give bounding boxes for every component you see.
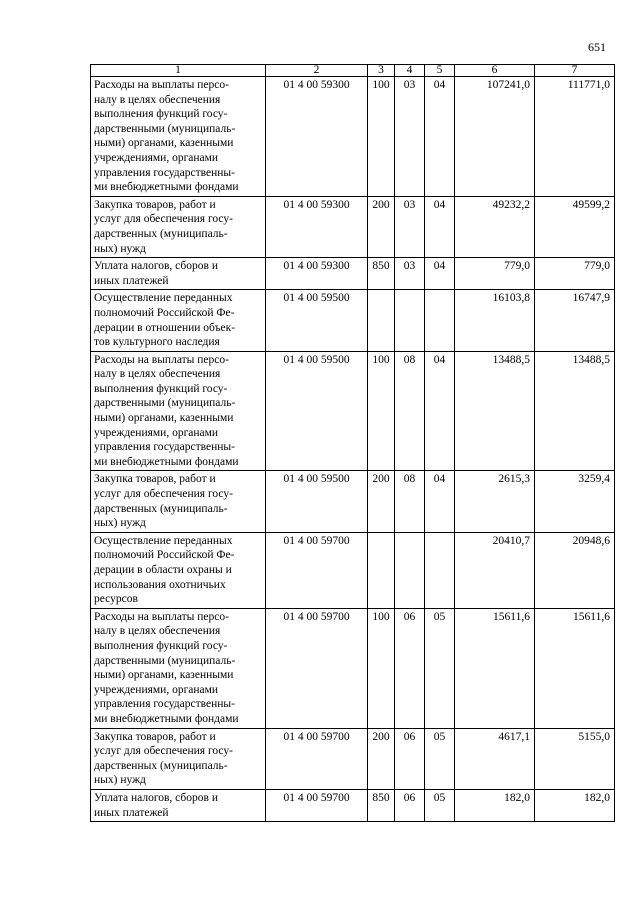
expense-name-line: ми внебюджетными фондами: [94, 455, 239, 468]
expense-name-line: использования охотничьих: [94, 578, 226, 591]
expense-name-line: выполнения функций госу-: [94, 108, 228, 121]
table-row: [91, 789, 615, 821]
program-code-cell: 01 4 00 59500: [266, 471, 368, 532]
amount-year2-cell: 13488,5: [535, 351, 615, 471]
program-code-cell: 01 4 00 59700: [266, 532, 368, 608]
expense-type-cell: 200: [368, 728, 395, 789]
expense-name-line: ными) органами, казенными: [94, 137, 234, 150]
amount-year2-cell: 3259,4: [535, 471, 615, 532]
expense-name-line: дарственными (муниципаль-: [94, 654, 236, 667]
expense-type-cell: [368, 532, 395, 608]
expense-name-line: налу в целях обеспечения: [94, 625, 221, 638]
expense-name-cell: [91, 290, 266, 351]
table-row: [91, 471, 615, 532]
expense-type-cell: [368, 290, 395, 351]
program-code-cell: 01 4 00 59300: [266, 196, 368, 257]
expense-name-cell: [91, 728, 266, 789]
expense-name-line: выполнения функций госу-: [94, 382, 228, 395]
amount-year2-cell: 49599,2: [535, 196, 615, 257]
expense-name-cell: [91, 351, 266, 471]
expense-name-line: управления государственны-: [94, 441, 235, 454]
subsection-cell: 04: [425, 196, 455, 257]
amount-year2-cell: 182,0: [535, 789, 615, 821]
expense-name-line: ными) органами, казенными: [94, 669, 234, 682]
expense-name-cell: [91, 196, 266, 257]
amount-year1-cell: 49232,2: [455, 196, 535, 257]
expense-name-line: ми внебюджетными фондами: [94, 181, 239, 194]
subsection-cell: 04: [425, 471, 455, 532]
expense-name-line: дерации в области охраны и: [94, 564, 232, 576]
expense-name-line: учреждениями, органами: [94, 426, 219, 439]
expense-name-line: услуг для обеспечения госу-: [94, 745, 233, 758]
expense-name-line: Закупка товаров, работ и: [94, 198, 216, 211]
amount-year2-cell: 16747,9: [535, 290, 615, 351]
expense-name-line: Уплата налогов, сборов и: [94, 791, 218, 804]
amount-year1-cell: 107241,0: [455, 77, 535, 197]
subsection-cell: 05: [425, 608, 455, 728]
subsection-cell: 04: [425, 351, 455, 471]
expense-name-line: тов культурного наследия: [94, 336, 220, 349]
expense-name-line: ми внебюджетными фондами: [94, 712, 239, 725]
program-code-cell: 01 4 00 59700: [266, 728, 368, 789]
amount-year1-cell: 13488,5: [455, 351, 535, 471]
expense-name-line: дарственных (муниципаль-: [94, 759, 228, 772]
table-row: [91, 77, 615, 197]
expense-name-line: иных платежей: [94, 806, 169, 819]
amount-year1-cell: 15611,6: [455, 608, 535, 728]
expense-name-line: дарственными (муниципаль-: [94, 122, 236, 135]
table-row: [91, 258, 615, 290]
section-cell: 08: [395, 351, 425, 471]
expense-name-line: ных) нужд: [94, 774, 146, 787]
amount-year1-cell: 4617,1: [455, 728, 535, 789]
amount-year2-cell: 779,0: [535, 258, 615, 290]
program-code-cell: 01 4 00 59500: [266, 351, 368, 471]
program-code-cell: 01 4 00 59300: [266, 77, 368, 197]
expense-name-line: налу в целях обеспечения: [94, 93, 221, 106]
section-cell: 03: [395, 258, 425, 290]
table-row: [91, 728, 615, 789]
expense-name-line: ными) органами, казенными: [94, 412, 234, 425]
expense-name-cell: [91, 789, 266, 821]
expense-type-cell: 100: [368, 351, 395, 471]
table-row: [91, 532, 615, 608]
header-cell: 5: [425, 65, 455, 77]
section-cell: 08: [395, 471, 425, 532]
expense-name-line: Расходы на выплаты персо-: [94, 610, 229, 623]
expense-name-line: Расходы на выплаты персо-: [94, 353, 229, 366]
expense-name-line: управления государственны-: [94, 166, 235, 179]
subsection-cell: 05: [425, 789, 455, 821]
expense-name-line: Осуществление переданных: [94, 534, 233, 547]
expense-type-cell: 200: [368, 471, 395, 532]
expense-type-cell: 850: [368, 258, 395, 290]
expense-name-line: услуг для обеспечения госу-: [94, 488, 233, 501]
expense-name-line: Закупка товаров, работ и: [94, 473, 216, 486]
expense-name-line: учреждениями, органами: [94, 683, 219, 696]
expense-name-cell: [91, 77, 266, 197]
header-row: [91, 65, 615, 77]
section-cell: 06: [395, 789, 425, 821]
subsection-cell: 04: [425, 77, 455, 197]
amount-year2-cell: 20948,6: [535, 532, 615, 608]
expense-name-line: дарственных (муниципаль-: [94, 227, 228, 240]
table-row: [91, 608, 615, 728]
amount-year1-cell: 779,0: [455, 258, 535, 290]
amount-year1-cell: 16103,8: [455, 290, 535, 351]
program-code-cell: 01 4 00 59700: [266, 789, 368, 821]
expense-name-cell: [91, 471, 266, 532]
expense-name-line: ресурсов: [94, 593, 138, 606]
amount-year2-cell: 5155,0: [535, 728, 615, 789]
expense-name-line: Осуществление переданных: [94, 292, 233, 305]
expense-name-line: дарственных (муниципаль-: [94, 502, 228, 515]
expense-name-line: управления государственны-: [94, 698, 235, 711]
program-code-cell: 01 4 00 59700: [266, 608, 368, 728]
subsection-cell: [425, 290, 455, 351]
expense-name-line: иных платежей: [94, 274, 169, 287]
section-cell: [395, 290, 425, 351]
expense-name-line: дерации в отношении объек-: [94, 321, 236, 334]
header-cell: 2: [266, 65, 368, 77]
table-row: [91, 351, 615, 471]
program-code-cell: 01 4 00 59500: [266, 290, 368, 351]
amount-year1-cell: 20410,7: [455, 532, 535, 608]
expense-name-line: Закупка товаров, работ и: [94, 730, 216, 743]
expense-name-line: Расходы на выплаты персо-: [94, 79, 229, 91]
header-cell: 6: [455, 65, 535, 77]
header-cell: 4: [395, 65, 425, 77]
header-cell: 7: [535, 65, 615, 77]
subsection-cell: 05: [425, 728, 455, 789]
expense-type-cell: 200: [368, 196, 395, 257]
expense-name-cell: [91, 532, 266, 608]
expense-name-cell: [91, 258, 266, 290]
expense-name-line: полномочий Российской Фе-: [94, 306, 235, 319]
page-number: 651: [588, 40, 606, 54]
subsection-cell: 04: [425, 258, 455, 290]
expense-name-cell: [91, 608, 266, 728]
section-cell: [395, 532, 425, 608]
table-row: [91, 290, 615, 351]
expense-type-cell: 100: [368, 608, 395, 728]
expense-name-line: учреждениями, органами: [94, 151, 219, 164]
section-cell: 03: [395, 77, 425, 197]
expense-name-line: услуг для обеспечения госу-: [94, 213, 233, 226]
amount-year2-cell: 111771,0: [535, 77, 615, 197]
expense-name-line: Уплата налогов, сборов и: [94, 260, 218, 273]
subsection-cell: [425, 532, 455, 608]
budget-table: [90, 64, 615, 822]
header-cell: 3: [368, 65, 395, 77]
amount-year1-cell: 2615,3: [455, 471, 535, 532]
table-row: [91, 196, 615, 257]
expense-name-line: выполнения функций госу-: [94, 639, 228, 652]
section-cell: 06: [395, 608, 425, 728]
expense-name-line: налу в целях обеспечения: [94, 368, 221, 381]
section-cell: 03: [395, 196, 425, 257]
amount-year1-cell: 182,0: [455, 789, 535, 821]
expense-type-cell: 850: [368, 789, 395, 821]
expense-name-line: дарственными (муниципаль-: [94, 397, 236, 410]
expense-name-line: ных) нужд: [94, 517, 146, 530]
expense-type-cell: 100: [368, 77, 395, 197]
expense-name-line: ных) нужд: [94, 242, 146, 255]
program-code-cell: 01 4 00 59300: [266, 258, 368, 290]
section-cell: 06: [395, 728, 425, 789]
amount-year2-cell: 15611,6: [535, 608, 615, 728]
header-cell: 1: [91, 65, 266, 77]
expense-name-line: полномочий Российской Фе-: [94, 549, 235, 562]
